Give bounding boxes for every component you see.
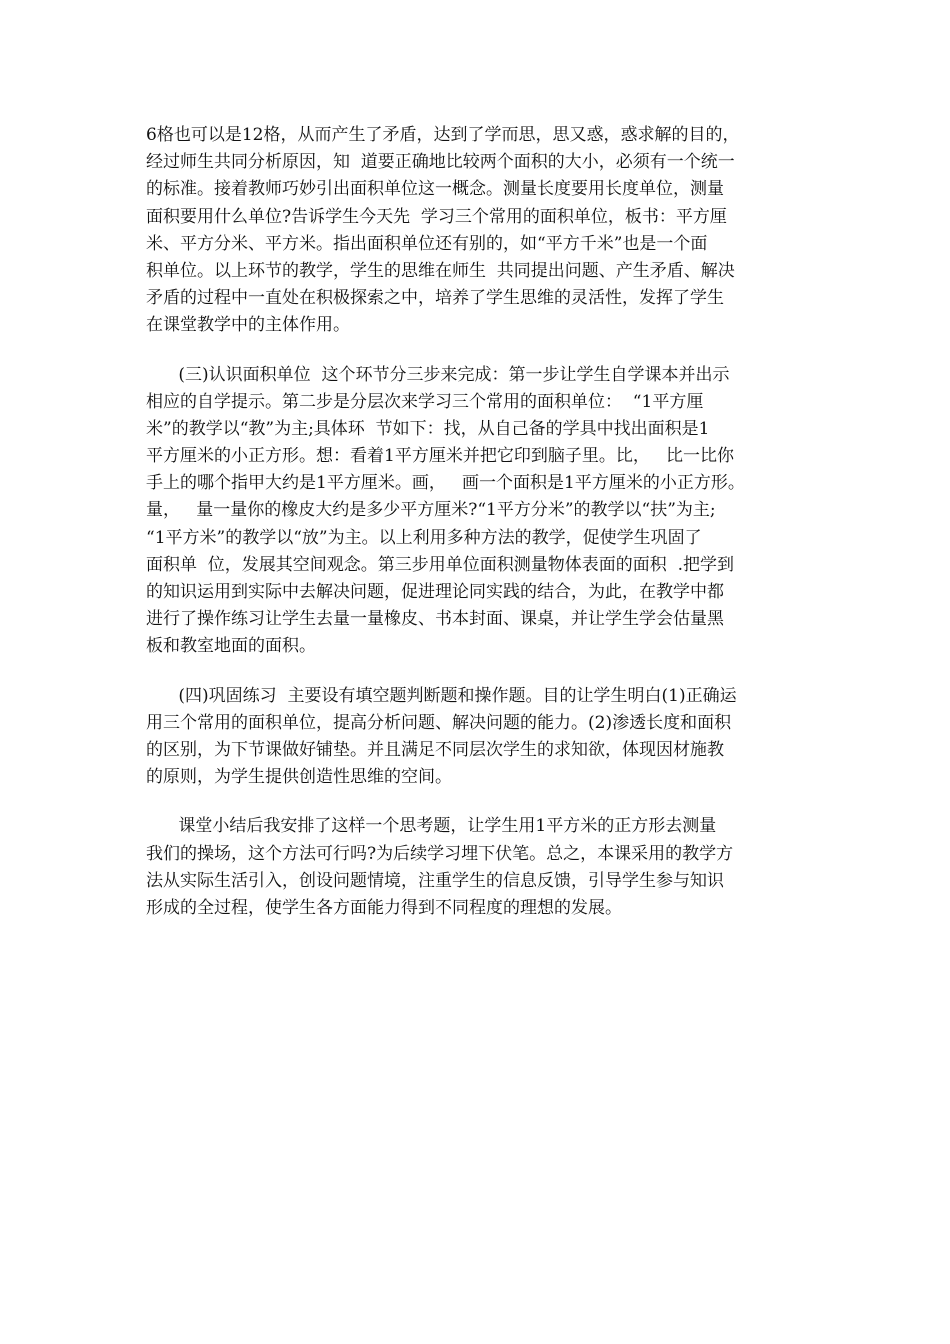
text-line: 在课堂教学中的主体作用。 (146, 315, 350, 336)
text-line: 米”的教学以“教”为主;具体环 节如下：找，从自己备的学具中找出面积是1 (146, 418, 710, 439)
paragraph-4 (146, 813, 814, 922)
text-line: 面积单 位，发展其空间观念。第三步用单位面积测量物体表面的面积 .把学到 (146, 554, 735, 575)
text-line: 6格也可以是12格，从而产生了矛盾，达到了学而思，思又惑，惑求解的目的， (146, 125, 740, 145)
text-line: 的知识运用到实际中去解决问题，促进理论同实践的结合，为此，在教学中都 (146, 582, 724, 602)
text-line: 矛盾的过程中一直处在积极探索之中，培养了学生思维的灵活性，发挥了学生 (146, 288, 724, 309)
text-line: 积单位。以上环节的教学，学生的思维在师生 共同提出问题、产生矛盾、解决 (146, 260, 735, 281)
text-line: 经过师生共同分析原因，知 道要正确地比较两个面积的大小，必须有一个统一 (146, 152, 735, 173)
text-line: 的标准。接着教师巧妙引出面积单位这一概念。测量长度要用长度单位，测量 (146, 179, 724, 200)
text-line: 进行了操作练习让学生去量一量橡皮、书本封面、课桌，并让学生学会估量黑 (146, 609, 724, 630)
text-line: 用三个常用的面积单位，提高分析问题、解决问题的能力。(2)渗透长度和面积 (146, 712, 732, 733)
paragraph-1 (146, 122, 814, 340)
text-line: 我们的操场，这个方法可行吗?为后续学习埋下伏笔。总之，本课采用的教学方 (146, 843, 734, 864)
text-line: 相应的自学提示。第二步是分层次来学习三个常用的面积单位： “1平方厘 (146, 391, 704, 412)
text-line: 的原则，为学生提供创造性思维的空间。 (146, 767, 452, 788)
paragraph-3 (146, 683, 814, 792)
paragraph-spacing (146, 340, 814, 362)
text-line: 米、平方分米、平方米。指出面积单位还有别的，如“平方千米”也是一个面 (146, 233, 708, 254)
text-line: (四)巩固练习 主要设有填空题判断题和操作题。目的让学生明白(1)正确运 (146, 685, 737, 706)
text-line: 形成的全过程，使学生各方面能力得到不同程度的理想的发展。 (146, 897, 622, 918)
text-line: 板和教室地面的面积。 (146, 636, 316, 657)
paragraph-spacing (146, 661, 814, 683)
text-line: (三)认识面积单位 这个环节分三步来完成：第一步让学生自学课本并出示 (146, 364, 730, 385)
text-line: 法从实际生活引入，创设问题情境，注重学生的信息反馈，引导学生参与知识 (146, 870, 724, 891)
text-line: 量， 量一量你的橡皮大约是多少平方厘米?“1平方分米”的教学以“扶”为主; (146, 500, 716, 521)
text-line: 课堂小结后我安排了这样一个思考题，让学生用1平方米的正方形去测量 (146, 816, 717, 837)
text-line: 的区别，为下节课做好铺垫。并且满足不同层次学生的求知欲，体现因材施教 (146, 739, 724, 760)
paragraph-spacing (146, 791, 814, 813)
text-line: 手上的哪个指甲大约是1平方厘米。画， 画一个面积是1平方厘米的小正方形。 (146, 473, 745, 494)
text-line: 面积要用什么单位?告诉学生今天先 学习三个常用的面积单位，板书：平方厘 (146, 206, 727, 227)
text-line: “1平方米”的教学以“放”为主。以上利用多种方法的教学，促使学生巩固了 (146, 527, 702, 548)
paragraph-2 (146, 362, 814, 661)
text-line: 平方厘米的小正方形。想：看着1平方厘米并把它印到脑子里。比， 比一比你 (146, 446, 735, 467)
document-body (146, 122, 814, 922)
